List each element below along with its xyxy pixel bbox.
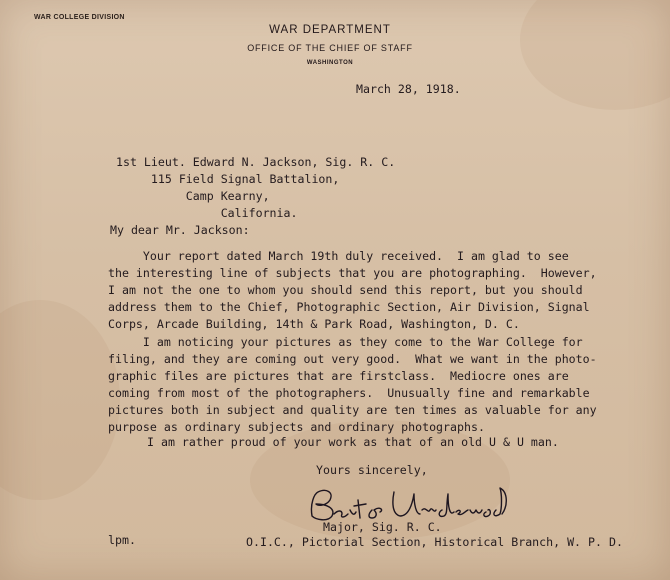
text-line: the interesting line of subjects that you are photographing. However,	[108, 266, 597, 280]
text-line: pictures both in subject and quality are ten times as valuable for any	[108, 403, 597, 417]
division-label: WAR COLLEGE DIVISION	[34, 14, 125, 21]
paragraph-proud: I am rather proud of your work as that of an old U & U man.	[147, 435, 559, 449]
signer-office: O.I.C., Pictorial Section, Historical Branch, W. P. D.	[246, 535, 623, 549]
text-line: Corps, Arcade Building, 14th & Park Road, Washington, D. C.	[108, 317, 520, 331]
recipient-line: California.	[116, 206, 298, 220]
letterhead-office: OFFICE OF THE CHIEF OF STAFF	[247, 43, 413, 53]
recipient-line: Camp Kearny,	[116, 189, 270, 203]
text-line: I am not the one to whom you should send this report, but you should	[108, 283, 583, 297]
letter-date: March 28, 1918.	[356, 82, 461, 96]
text-line: purpose as ordinary subjects and ordinary photographs.	[108, 420, 485, 434]
paper-stain	[0, 300, 120, 500]
letterhead-city: WASHINGTON	[306, 60, 354, 66]
closing: Yours sincerely,	[316, 463, 428, 477]
text-line: coming from most of the photographers. Unusually fine and remarkable	[108, 386, 590, 400]
letterhead-department: WAR DEPARTMENT	[269, 24, 391, 36]
text-line: filing, and they are coming out very good. What we want in the photo-	[108, 352, 597, 366]
text-line: address them to the Chief, Photographic Section, Air Division, Signal	[108, 300, 590, 314]
recipient-address	[116, 154, 395, 222]
signer-title: Major, Sig. R. C.	[323, 520, 442, 534]
text-line: Your report dated March 19th duly received. I am glad to see	[108, 249, 569, 263]
paragraph-report	[108, 248, 597, 333]
paragraph-pictures	[108, 334, 597, 436]
recipient-line: 115 Field Signal Battalion,	[116, 172, 340, 186]
text-line: I am noticing your pictures as they come to the War College for	[108, 335, 583, 349]
text-line: graphic files are pictures that are firstclass. Mediocre ones are	[108, 369, 569, 383]
typist-initials: lpm.	[108, 533, 136, 547]
recipient-line: 1st Lieut. Edward N. Jackson, Sig. R. C.	[116, 155, 396, 169]
salutation: My dear Mr. Jackson:	[110, 223, 250, 237]
paper-stain	[520, 0, 670, 110]
